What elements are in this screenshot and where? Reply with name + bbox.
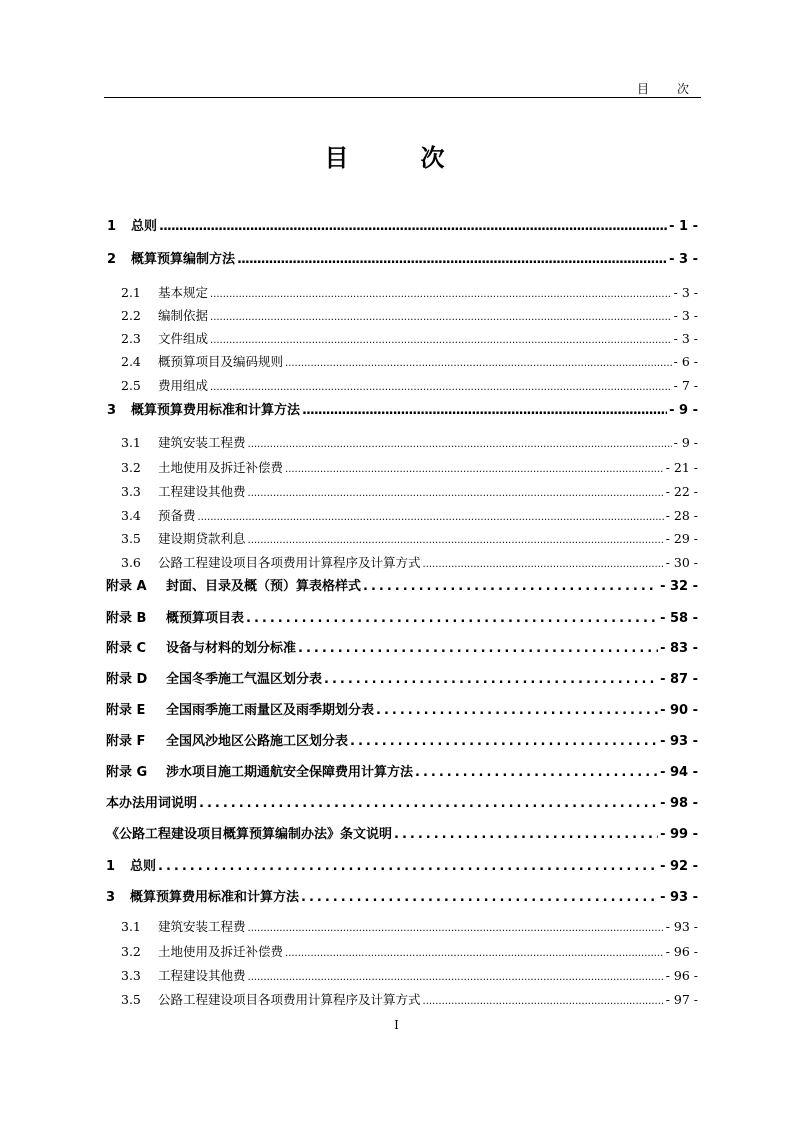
toc-entry-label: 基本规定 (158, 285, 209, 300)
toc-entry[interactable] (0, 376, 698, 396)
toc-entry-number: 2.5 (121, 378, 141, 393)
toc-entry[interactable] (0, 699, 698, 719)
toc-leader-dots (415, 765, 658, 780)
toc-entry-page: - 7 - (673, 378, 698, 393)
toc-leader-dots (210, 378, 672, 393)
toc-leader-dots (198, 508, 664, 523)
toc-leader-dots (285, 354, 672, 369)
toc-entry-page: - 21 - (665, 460, 698, 475)
toc-entry-label: 总则 (131, 219, 158, 234)
toc-entry-label: 预备费 (158, 508, 196, 523)
toc-entry[interactable] (0, 306, 698, 326)
toc-entry[interactable] (0, 637, 698, 657)
toc-entry-page: - 9 - (673, 435, 698, 450)
toc-leader-dots (210, 331, 672, 346)
toc-entry-page: - 90 - (660, 703, 698, 718)
toc-entry-label: 土地使用及拆迁补偿费 (158, 944, 284, 959)
toc-entry[interactable] (0, 855, 698, 875)
toc-entry-page: - 9 - (669, 403, 698, 418)
toc-leader-dots (423, 992, 664, 1007)
toc-entry-page: - 93 - (660, 890, 698, 905)
toc-entry-label: 概预算项目及编码规则 (158, 354, 284, 369)
toc-entry-number: 附录 E (106, 703, 146, 718)
toc-entry-label: 公路工程建设项目各项费用计算程序及计算方式 (158, 555, 421, 570)
toc-entry-label: 公路工程建设项目各项费用计算程序及计算方式 (158, 992, 421, 1007)
toc-leader-dots (237, 252, 667, 267)
toc-entry[interactable] (0, 458, 698, 478)
toc-entry[interactable] (0, 761, 698, 781)
toc-entry[interactable] (0, 607, 698, 627)
toc-entry-number: 附录 D (106, 672, 148, 687)
toc-entry-number: 附录 G (106, 765, 148, 780)
toc-leader-dots (159, 219, 667, 234)
toc-leader-dots (363, 579, 658, 594)
toc-leader-dots (246, 611, 658, 626)
toc-entry-page: - 1 - (669, 219, 698, 234)
toc-entry[interactable] (0, 966, 698, 986)
toc-entry[interactable] (0, 668, 698, 688)
toc-entry-number: 附录 F (106, 734, 146, 749)
toc-leader-dots (423, 555, 664, 570)
toc-entry[interactable] (0, 575, 698, 595)
toc-entry-page: - 93 - (665, 919, 698, 934)
toc-entry-page: - 30 - (665, 555, 698, 570)
toc-entry[interactable] (0, 823, 698, 843)
toc-entry-number: 3.1 (121, 435, 141, 450)
toc-entry-label: 封面、目录及概（预）算表格样式 (166, 579, 362, 594)
running-header: 目 次 (636, 82, 697, 96)
toc-entry-number: 2.4 (121, 354, 141, 369)
toc-entry-label: 总则 (130, 859, 157, 874)
toc-entry-page: - 94 - (660, 765, 698, 780)
toc-entry-label: 涉水项目施工期通航安全保障费用计算方法 (166, 765, 414, 780)
toc-leader-dots (324, 672, 658, 687)
toc-leader-dots (350, 734, 658, 749)
toc-entry[interactable] (0, 506, 698, 526)
toc-entry-number: 3 (106, 890, 116, 905)
toc-entry-number: 1 (107, 219, 117, 234)
toc-entry-page: - 97 - (665, 992, 698, 1007)
toc-leader-dots (248, 435, 672, 450)
toc-entry[interactable] (0, 352, 698, 372)
toc-entry-page: - 83 - (660, 641, 698, 656)
toc-entry-number: 附录 B (106, 611, 147, 626)
toc-leader-dots (210, 308, 672, 323)
toc-entry[interactable] (0, 329, 698, 349)
toc-entry-number: 附录 A (106, 579, 147, 594)
toc-entry-label: 编制依据 (158, 308, 209, 323)
toc-leader-dots (285, 460, 664, 475)
toc-entry-label: 概算预算费用标准和计算方法 (131, 403, 301, 418)
toc-leader-dots (298, 641, 658, 656)
toc-entry-label: 概预算项目表 (166, 611, 245, 626)
toc-entry[interactable] (0, 215, 698, 235)
toc-entry[interactable] (0, 482, 698, 502)
toc-entry-label: 全国冬季施工气温区划分表 (166, 672, 323, 687)
toc-entry[interactable] (0, 248, 698, 268)
toc-entry-number: 3.3 (121, 968, 141, 983)
toc-entry-page: - 22 - (665, 484, 698, 499)
page-number: I (394, 1018, 399, 1032)
toc-entry-label: 全国雨季施工雨量区及雨季期划分表 (166, 703, 375, 718)
toc-entry-label: 费用组成 (158, 378, 209, 393)
toc-entry-number: 3.3 (121, 484, 141, 499)
toc-entry[interactable] (0, 529, 698, 549)
toc-entry[interactable] (0, 917, 698, 937)
toc-entry-number: 3.2 (121, 460, 141, 475)
toc-entry[interactable] (0, 553, 698, 573)
toc-entry-number: 2.1 (121, 285, 141, 300)
toc-entry[interactable] (0, 990, 698, 1010)
toc-entry-page: - 99 - (660, 827, 698, 842)
toc-entry-page: - 3 - (673, 308, 698, 323)
toc-entry-number: 附录 C (106, 641, 147, 656)
toc-entry-label: 文件组成 (158, 331, 209, 346)
toc-entry-number: 3.5 (121, 531, 141, 546)
toc-entry-page: - 3 - (673, 285, 698, 300)
toc-entry-label: 《公路工程建设项目概算预算编制办法》条文说明 (106, 827, 393, 842)
toc-leader-dots (248, 484, 664, 499)
toc-entry-page: - 6 - (673, 354, 698, 369)
page-title: 目 次 (324, 144, 469, 172)
toc-entry-page: - 98 - (660, 796, 698, 811)
toc-entry-number: 3.6 (121, 555, 141, 570)
toc-entry-label: 本办法用词说明 (106, 796, 198, 811)
toc-entry-number: 2.2 (121, 308, 141, 323)
toc-entry-page: - 32 - (660, 579, 698, 594)
toc-leader-dots (376, 703, 658, 718)
toc-entry-label: 全国风沙地区公路施工区划分表 (166, 734, 349, 749)
toc-entry-number: 3.2 (121, 944, 141, 959)
toc-leader-dots (210, 285, 672, 300)
toc-entry-page: - 3 - (669, 252, 698, 267)
toc-leader-dots (248, 968, 664, 983)
toc-entry-number: 3.5 (121, 992, 141, 1007)
toc-entry-label: 概算预算编制方法 (131, 252, 236, 267)
toc-entry[interactable] (0, 886, 698, 906)
toc-leader-dots (199, 796, 658, 811)
toc-leader-dots (248, 919, 664, 934)
toc-entry-page: - 3 - (673, 331, 698, 346)
toc-entry[interactable] (0, 792, 698, 812)
toc-entry-label: 建筑安装工程费 (158, 435, 246, 450)
toc-entry-label: 建筑安装工程费 (158, 919, 246, 934)
toc-entry-label: 建设期贷款利息 (158, 531, 246, 546)
toc-entry-page: - 96 - (665, 944, 698, 959)
toc-entry[interactable] (0, 433, 698, 453)
toc-entry-page: - 87 - (660, 672, 698, 687)
toc-leader-dots (248, 531, 664, 546)
toc-entry-label: 工程建设其他费 (158, 968, 246, 983)
toc-entry[interactable] (0, 730, 698, 750)
toc-entry-label: 土地使用及拆迁补偿费 (158, 460, 284, 475)
toc-entry[interactable] (0, 942, 698, 962)
toc-entry-page: - 29 - (665, 531, 698, 546)
toc-entry-number: 3.1 (121, 919, 141, 934)
toc-entry-label: 工程建设其他费 (158, 484, 246, 499)
toc-entry-number: 2.3 (121, 331, 141, 346)
toc-entry[interactable] (0, 283, 698, 303)
toc-entry-number: 2 (107, 252, 117, 267)
toc-leader-dots (394, 827, 658, 842)
toc-entry-page: - 93 - (660, 734, 698, 749)
toc-entry-number: 3 (107, 403, 117, 418)
toc-entry-page: - 28 - (665, 508, 698, 523)
toc-leader-dots (302, 403, 667, 418)
toc-entry-number: 1 (106, 859, 116, 874)
toc-entry-label: 概算预算费用标准和计算方法 (130, 890, 300, 905)
toc-entry-page: - 58 - (660, 611, 698, 626)
toc-entry-number: 3.4 (121, 508, 141, 523)
toc-entry-page: - 96 - (665, 968, 698, 983)
toc-entry-page: - 92 - (660, 859, 698, 874)
toc-leader-dots (301, 890, 658, 905)
toc-leader-dots (158, 859, 658, 874)
toc-leader-dots (285, 944, 664, 959)
toc-entry[interactable] (0, 399, 698, 419)
toc-entry-label: 设备与材料的划分标准 (166, 641, 297, 656)
